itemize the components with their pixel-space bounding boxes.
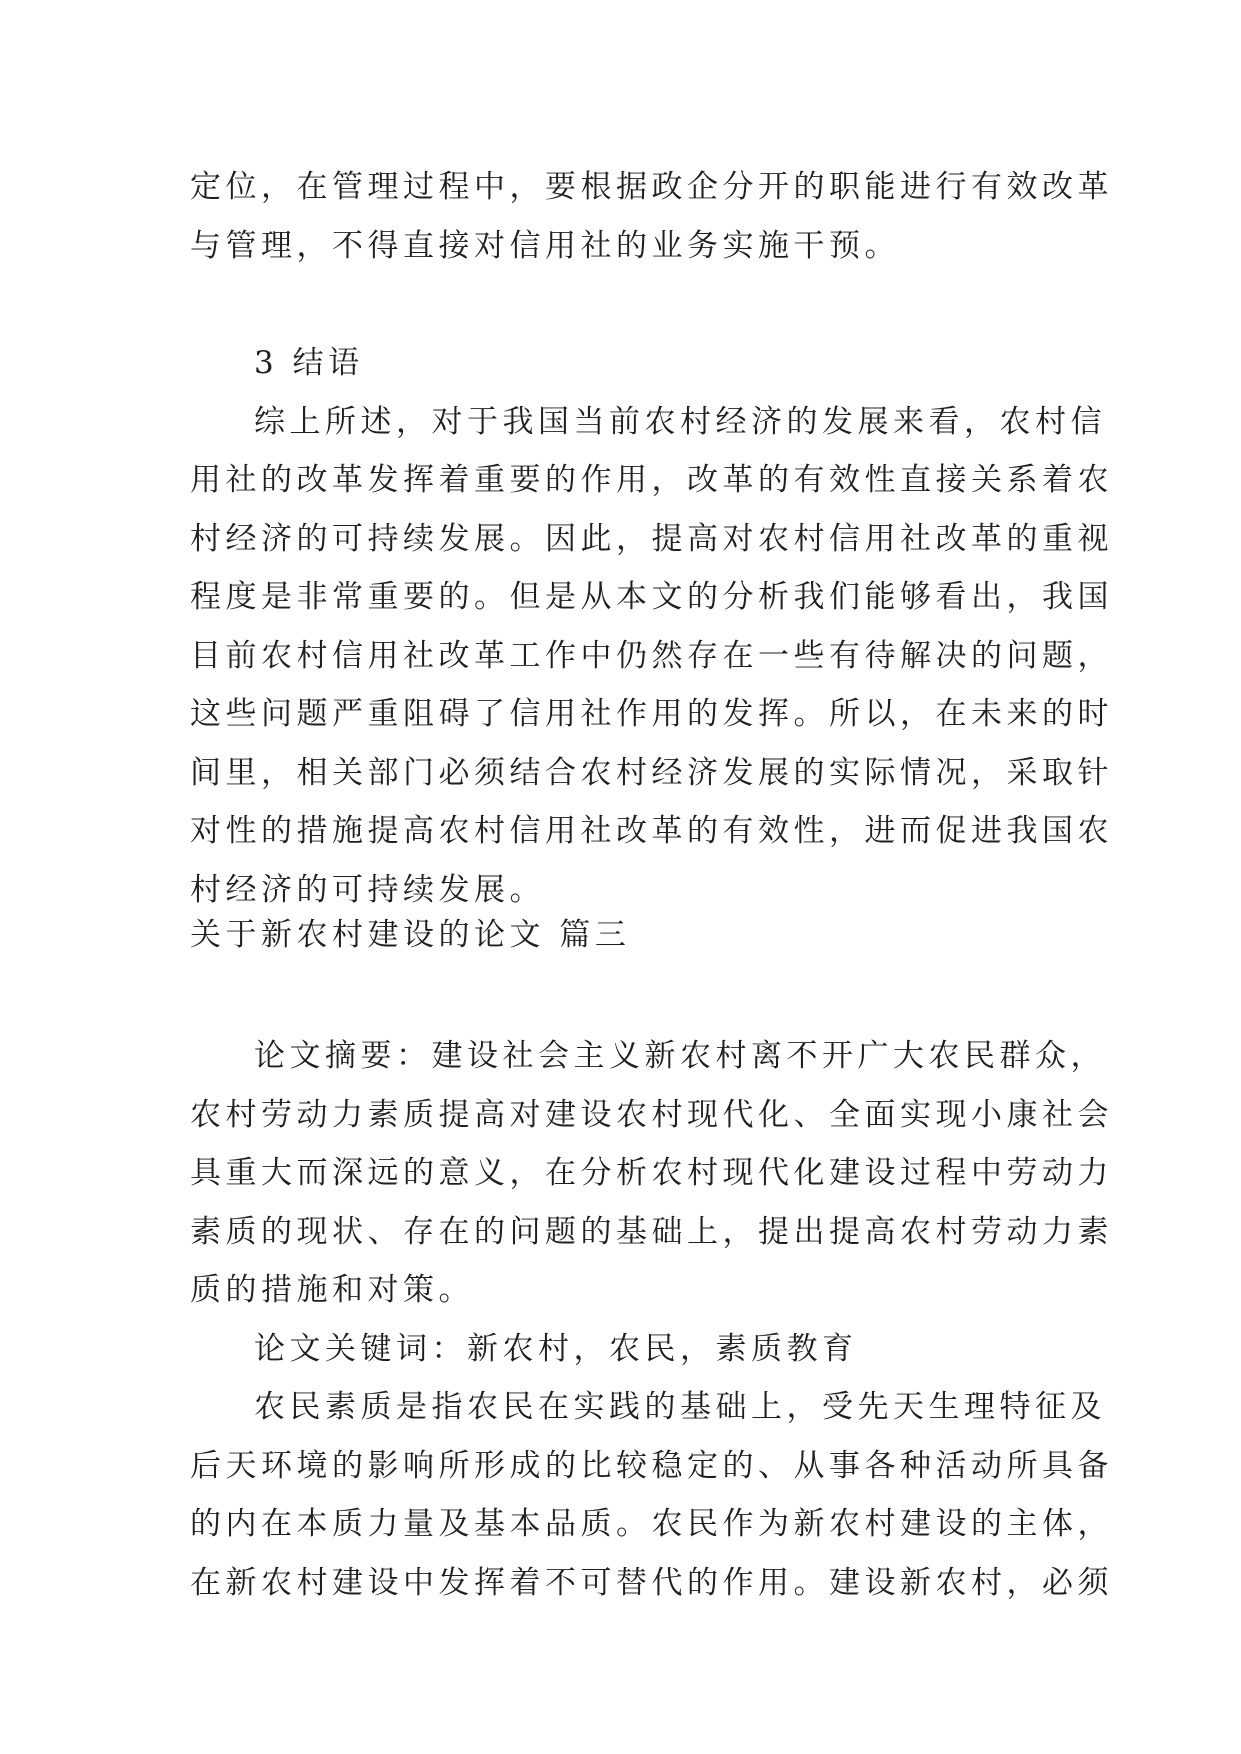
text-line: 论文摘要：建设社会主义新农村离不开广大农民群众， bbox=[254, 1038, 1106, 1074]
text-line: 的内在本质力量及基本品质。农民作为新农村建设的主体， bbox=[190, 1506, 1113, 1542]
text-line: 具重大而深远的意义，在分析农村现代化建设过程中劳动力 bbox=[190, 1155, 1113, 1191]
section-title: 关于新农村建设的论文 篇三 bbox=[190, 917, 631, 953]
conclusion-heading: 3 结语 bbox=[254, 345, 364, 381]
text-line: 间里，相关部门必须结合农村经济发展的实际情况，采取针 bbox=[190, 754, 1113, 791]
text-line: 村经济的可持续发展。因此，提高对农村信用社改革的重视 bbox=[190, 520, 1113, 557]
keywords-line: 论文关键词：新农村，农民，素质教育 bbox=[254, 1330, 858, 1367]
text-line: 用社的改革发挥着重要的作用，改革的有效性直接关系着农 bbox=[190, 462, 1113, 498]
conclusion-section bbox=[190, 334, 1113, 919]
text-line: 对性的措施提高农村信用社改革的有效性，进而促进我国农 bbox=[190, 813, 1113, 849]
text-line: 程度是非常重要的。但是从本文的分析我们能够看出，我国 bbox=[190, 579, 1113, 615]
text-line: 村经济的可持续发展。 bbox=[190, 871, 545, 908]
text-line: 在新农村建设中发挥着不可替代的作用。建设新农村，必须 bbox=[190, 1564, 1113, 1601]
text-line: 农民素质是指农民在实践的基础上，受先天生理特征及 bbox=[254, 1389, 1106, 1425]
text-line: 综上所述，对于我国当前农村经济的发展来看，农村信 bbox=[254, 403, 1106, 440]
abstract-section bbox=[190, 1027, 1113, 1612]
text-line: 这些问题严重阻碍了信用社作用的发挥。所以，在未来的时 bbox=[190, 696, 1113, 732]
text-line: 后天环境的影响所形成的比较稳定的、从事各种活动所具备 bbox=[190, 1447, 1113, 1484]
continuation-paragraph bbox=[190, 158, 1113, 275]
text-line: 定位，在管理过程中，要根据政企分开的职能进行有效改革 bbox=[190, 169, 1113, 205]
text-line: 质的措施和对策。 bbox=[190, 1272, 474, 1308]
section-title-block bbox=[190, 906, 1052, 965]
text-line: 素质的现状、存在的问题的基础上，提出提高农村劳动力素 bbox=[190, 1213, 1113, 1250]
text-line: 目前农村信用社改革工作中仍然存在一些有待解决的问题， bbox=[190, 637, 1113, 674]
text-line: 与管理，不得直接对信用社的业务实施干预。 bbox=[190, 227, 900, 264]
text-line: 农村劳动力素质提高对建设农村现代化、全面实现小康社会 bbox=[190, 1096, 1113, 1133]
